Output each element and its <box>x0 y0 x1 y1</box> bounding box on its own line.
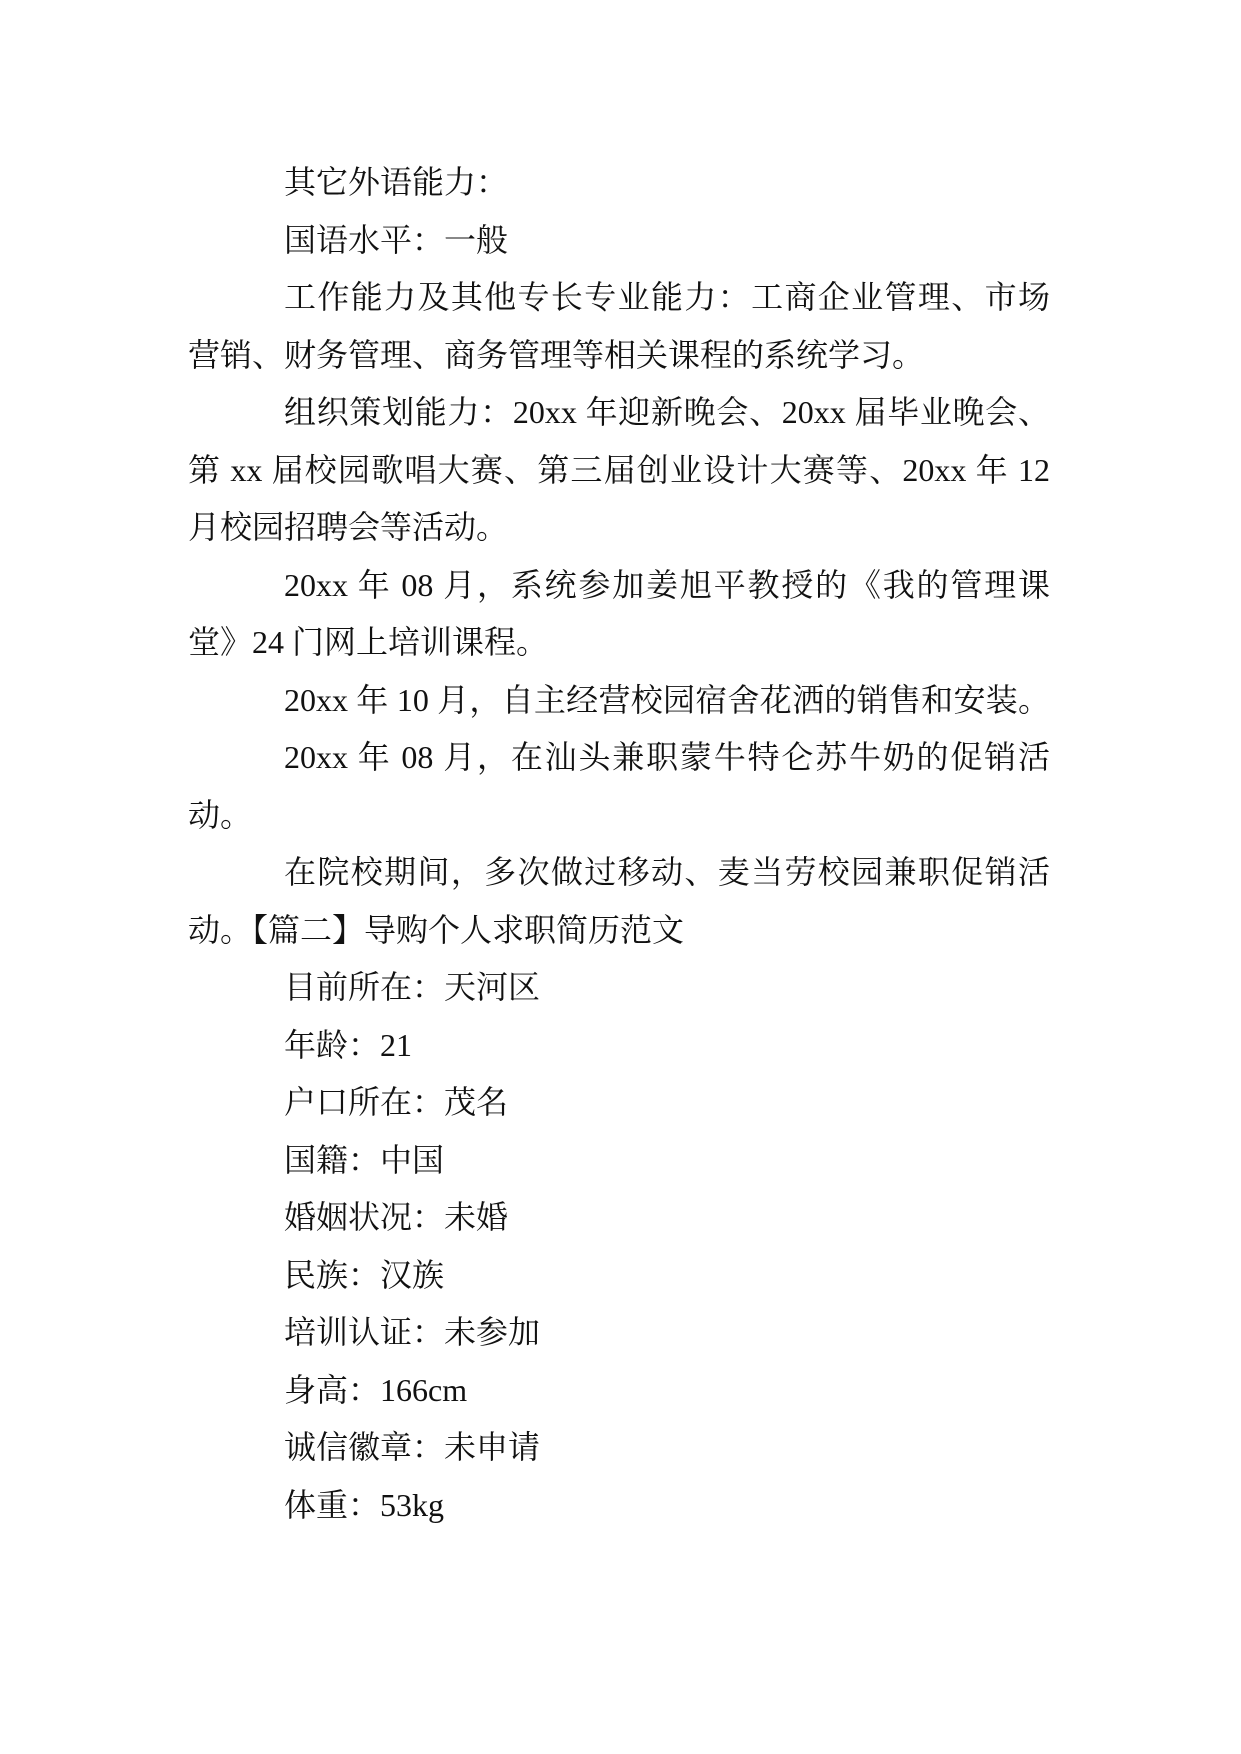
text-line: 目前所在：天河区 <box>284 969 541 1005</box>
training-certification-field <box>188 1304 1050 1362</box>
text-line: 组织策划能力：20xx 年迎新晚会、20xx 届毕业晚会、 <box>284 394 1050 430</box>
text-line: 其它外语能力： <box>284 164 509 200</box>
credit-badge-field <box>188 1419 1050 1477</box>
training-course-paragraph <box>188 557 1050 672</box>
work-ability-paragraph <box>188 269 1050 384</box>
text-line: 月校园招聘会等活动。 <box>188 509 509 545</box>
text-line: 动。 <box>188 796 253 833</box>
nationality-field <box>188 1132 1050 1190</box>
text-line: 婚姻状况：未婚 <box>284 1199 509 1235</box>
text-line: 堂》24 门网上培训课程。 <box>188 624 549 660</box>
shower-sales-paragraph <box>188 672 1050 730</box>
text-line: 工作能力及其他专长专业能力：工商企业管理、市场 <box>284 279 1050 315</box>
text-line: 年龄：21 <box>284 1026 413 1063</box>
weight-field <box>188 1477 1050 1535</box>
text-line: 20xx 年 08 月，在汕头兼职蒙牛特仑苏牛奶的促销活 <box>284 739 1050 775</box>
foreign-language-paragraph <box>188 154 1050 212</box>
promotion-job-paragraph <box>188 729 1050 844</box>
current-location-field <box>188 959 1050 1017</box>
text-line: 国语水平：一般 <box>284 221 509 258</box>
text-line: 在院校期间，多次做过移动、麦当劳校园兼职促销活 <box>284 854 1050 890</box>
text-line: 第 xx 届校园歌唱大赛、第三届创业设计大赛等、20xx 年 12 <box>188 451 1050 488</box>
campus-jobs-paragraph <box>188 844 1050 959</box>
marital-status-field <box>188 1189 1050 1247</box>
text-line: 国籍：中国 <box>284 1141 445 1178</box>
text-line: 民族：汉族 <box>284 1256 445 1293</box>
text-line: 诚信徽章：未申请 <box>284 1429 541 1465</box>
text-line: 身高：166cm <box>284 1371 468 1408</box>
document-body <box>188 154 1050 1534</box>
hukou-field <box>188 1074 1050 1132</box>
ethnicity-field <box>188 1247 1050 1305</box>
text-line: 营销、财务管理、商务管理等相关课程的系统学习。 <box>188 336 925 373</box>
text-line: 20xx 年 08 月，系统参加姜旭平教授的《我的管理课 <box>284 566 1050 603</box>
organization-planning-paragraph <box>188 384 1050 557</box>
text-line: 20xx 年 10 月，自主经营校园宿舍花洒的销售和安装。 <box>284 681 1050 718</box>
height-field <box>188 1362 1050 1420</box>
text-line: 培训认证：未参加 <box>284 1314 541 1350</box>
age-field <box>188 1017 1050 1075</box>
text-line: 动。【篇二】导购个人求职简历范文 <box>188 911 685 948</box>
mandarin-level-paragraph <box>188 212 1050 270</box>
text-line: 户口所在：茂名 <box>284 1084 509 1120</box>
text-line: 体重：53kg <box>284 1486 445 1523</box>
